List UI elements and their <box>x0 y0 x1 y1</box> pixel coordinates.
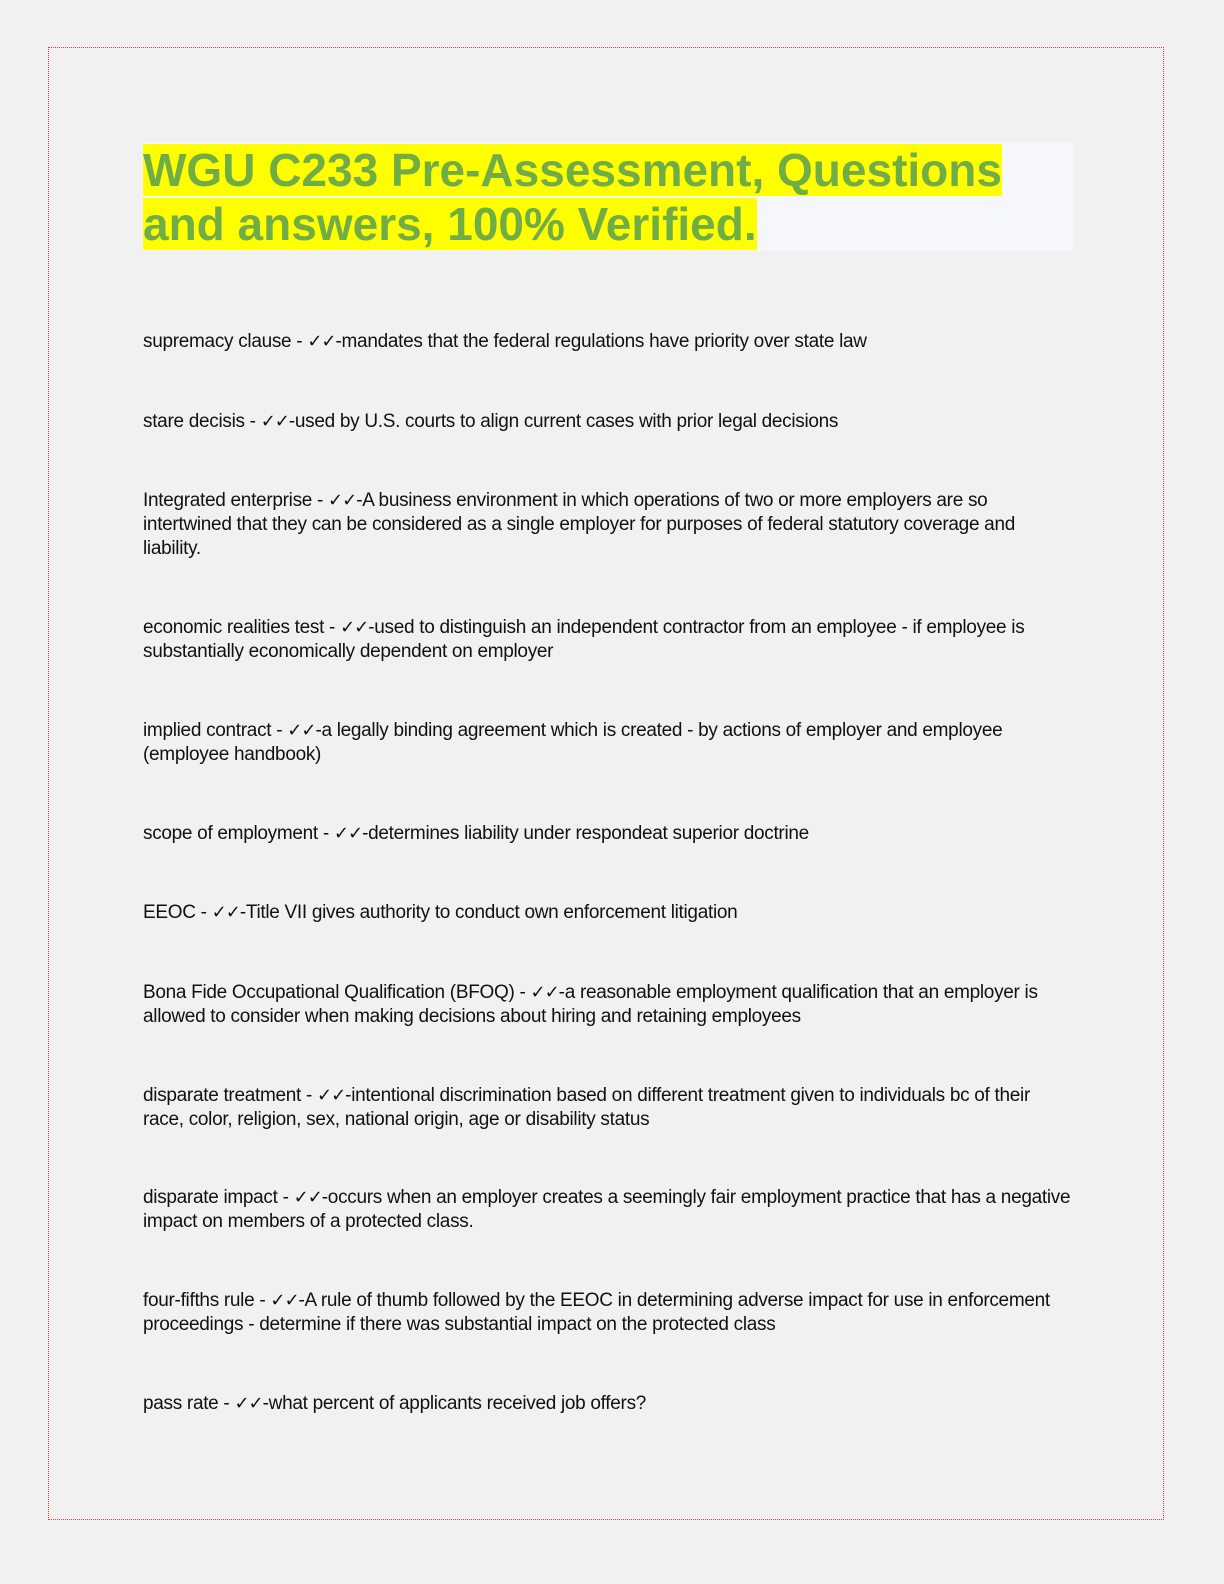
entry-term: EEOC <box>143 902 196 923</box>
entry-term: implied contract <box>143 720 272 741</box>
entry-separator: - <box>324 617 341 638</box>
flashcard-entry <box>143 981 1073 1029</box>
double-check-icon: ✓✓ <box>340 617 369 638</box>
double-check-icon: ✓✓ <box>211 902 240 923</box>
entry-definition: -A business environment in which operations of two or more employers are so intertwined that they can be considered as a single employer for purposes of federal statutory coverage and liability. <box>143 490 1015 559</box>
flashcard-entry <box>143 1392 1073 1416</box>
entry-definition: -used to distinguish an independent contractor from an employee - if employee is substantially economically dependent on employer <box>143 617 1025 662</box>
entry-term: Bona Fide Occupational Qualification (BFOQ) <box>143 982 515 1003</box>
entry-separator: - <box>301 1085 317 1106</box>
entry-separator: - <box>277 1187 294 1208</box>
title-highlight: WGU C233 Pre-Assessment, Questions and answers, 100% Verified. <box>143 144 1002 250</box>
entry-term: disparate impact <box>143 1187 278 1208</box>
flashcard-entry <box>143 410 1073 434</box>
double-check-icon: ✓✓ <box>530 982 559 1003</box>
double-check-icon: ✓✓ <box>328 490 357 511</box>
entry-term: Integrated enterprise <box>143 490 313 511</box>
entry-separator: - <box>291 331 308 352</box>
flashcard-entry <box>143 616 1073 664</box>
entry-separator: - <box>254 1290 271 1311</box>
flashcard-entry <box>143 822 1073 846</box>
entry-definition: -a reasonable employment qualification that an employer is allowed to consider when making decisions about hiring and retaining employees <box>143 982 1038 1027</box>
double-check-icon: ✓✓ <box>293 1187 322 1208</box>
entry-definition: -a legally binding agreement which is created - by actions of employer and employee (employee handbook) <box>143 720 1003 765</box>
entry-separator: - <box>218 1393 235 1414</box>
entry-term: supremacy clause <box>143 331 292 352</box>
entry-term: disparate treatment <box>143 1085 301 1106</box>
entry-term: scope of employment <box>143 823 318 844</box>
double-check-icon: ✓✓ <box>287 720 316 741</box>
entry-definition: -occurs when an employer creates a seemingly fair employment practice that has a negative impact on members of a protected class. <box>143 1187 1071 1232</box>
double-check-icon: ✓✓ <box>333 823 363 844</box>
entry-definition: -Title VII gives authority to conduct own enforcement litigation <box>239 902 738 923</box>
entry-separator: - <box>317 823 334 844</box>
flashcard-entry <box>143 1186 1073 1234</box>
double-check-icon: ✓✓ <box>260 411 289 432</box>
entry-separator: - <box>514 982 531 1003</box>
flashcard-entry <box>143 1289 1073 1337</box>
entry-definition: -mandates that the federal regulations have priority over state law <box>335 331 867 352</box>
entry-separator: - <box>312 490 329 511</box>
double-check-icon: ✓✓ <box>234 1393 263 1414</box>
entry-separator: - <box>271 720 288 741</box>
entry-definition: -determines liability under respondeat superior doctrine <box>362 823 809 844</box>
entry-definition: -A rule of thumb followed by the EEOC in determining adverse impact for use in enforcement proceedings - determine if there was substantial impact on the protected class <box>143 1290 1050 1335</box>
entry-term: pass rate <box>143 1393 219 1414</box>
double-check-icon: ✓✓ <box>270 1290 299 1311</box>
entry-term: four-fifths rule <box>143 1290 255 1311</box>
entry-separator: - <box>195 902 212 923</box>
entry-term: stare decisis <box>143 411 245 432</box>
double-check-icon: ✓✓ <box>307 331 336 352</box>
entry-separator: - <box>244 411 261 432</box>
flashcard-entry <box>143 719 1073 767</box>
flashcard-entry <box>143 330 1073 354</box>
flashcard-entry <box>143 901 1073 925</box>
double-check-icon: ✓✓ <box>317 1085 346 1106</box>
flashcard-entry <box>143 489 1073 561</box>
entry-definition: -used by U.S. courts to align current cases with prior legal decisions <box>288 411 839 432</box>
entry-definition: -what percent of applicants received job offers? <box>262 1393 647 1414</box>
entry-definition: -intentional discrimination based on different treatment given to individuals bc of their race, color, religion, sex, national origin, age or disability status <box>143 1085 1030 1130</box>
flashcard-entry <box>143 1084 1073 1132</box>
entry-term: economic realities test <box>143 617 325 638</box>
document-title <box>143 143 1043 251</box>
